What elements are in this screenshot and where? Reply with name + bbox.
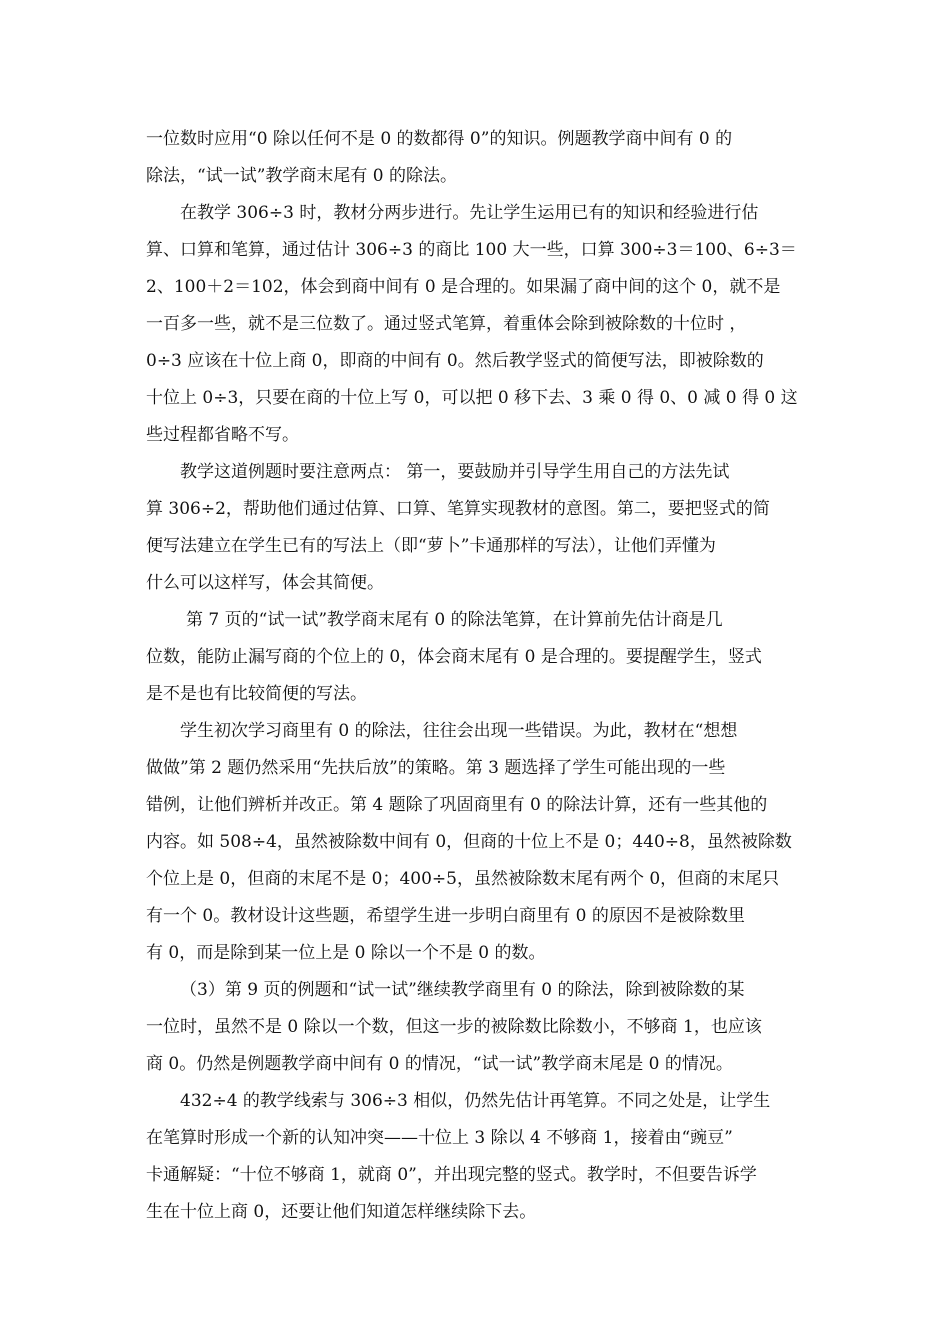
text-line: 商 0。仍然是例题教学商中间有 0 的情况，“试一试”教学商末尾是 0 的情况。 (146, 1054, 733, 1074)
text-line: 第 7 页的“试一试”教学商末尾有 0 的除法笔算，在计算前先估计商是几 (186, 610, 723, 630)
text-line: 什么可以这样写，体会其简便。 (146, 573, 384, 593)
paragraph-7 (146, 1083, 810, 1231)
paragraph-6 (146, 972, 810, 1083)
text-line: 在笔算时形成一个新的认知冲突——十位上 3 除以 4 不够商 1，接着由“豌豆” (146, 1128, 733, 1148)
text-line: 做做”第 2 题仍然采用“先扶后放”的策略。第 3 题选择了学生可能出现的一些 (146, 758, 726, 778)
text-line: 教学这道例题时要注意两点： 第一，要鼓励并引导学生用自己的方法先试 (180, 462, 730, 482)
text-line: 位数，能防止漏写商的个位上的 0，体会商末尾有 0 是合理的。要提醒学生，竖式 (146, 647, 762, 667)
text-line: 有 0，而是除到某一位上是 0 除以一个不是 0 的数。 (146, 943, 546, 963)
paragraph-1 (146, 121, 810, 195)
text-line: 算 306÷2，帮助他们通过估算、口算、笔算实现教材的意图。第二，要把竖式的简 (146, 499, 770, 519)
text-line: 一百多一些，就不是三位数了。通过竖式笔算，着重体会除到被除数的十位时 ， (146, 314, 747, 334)
paragraph-5 (146, 713, 810, 972)
text-line: 除法，“试一试”教学商末尾有 0 的除法。 (146, 166, 458, 186)
text-line: 一位时，虽然不是 0 除以一个数，但这一步的被除数比除数小，不够商 1，也应该 (146, 1017, 762, 1037)
text-line: 432÷4 的教学线索与 306÷3 相似，仍然先估计再笔算。不同之处是，让学生 (180, 1091, 771, 1111)
text-line: 些过程都省略不写。 (146, 425, 299, 445)
text-line: 生在十位上商 0，还要让他们知道怎样继续除下去。 (146, 1202, 537, 1222)
text-line: 有一个 0。教材设计这些题，希望学生进一步明白商里有 0 的原因不是被除数里 (146, 906, 745, 926)
text-line: 在教学 306÷3 时，教材分两步进行。先让学生运用已有的知识和经验进行估 (180, 203, 759, 223)
text-line: 学生初次学习商里有 0 的除法，往往会出现一些错误。为此，教材在“想想 (180, 721, 738, 741)
text-line: 十位上 0÷3，只要在商的十位上写 0，可以把 0 移下去、3 乘 0 得 0、0 减 0 得 0 这 (146, 388, 798, 408)
text-line: （3）第 9 页的例题和“试一试”继续教学商里有 0 的除法，除到被除数的某 (180, 980, 745, 1000)
text-line: 算、口算和笔算，通过估计 306÷3 的商比 100 大一些，口算 300÷3＝100、6÷3＝ (146, 240, 797, 260)
text-line: 是不是也有比较简便的写法。 (146, 684, 367, 704)
text-line: 一位数时应用“0 除以任何不是 0 的数都得 0”的知识。例题教学商中间有 0 的 (146, 129, 733, 149)
text-line: 2、100＋2＝102，体会到商中间有 0 是合理的。如果漏了商中间的这个 0，就不是 (146, 277, 781, 297)
text-line: 个位上是 0，但商的末尾不是 0；400÷5，虽然被除数末尾有两个 0，但商的末尾只 (146, 869, 780, 889)
paragraph-3 (146, 454, 810, 602)
text-line: 0÷3 应该在十位上商 0，即商的中间有 0。然后教学竖式的简便写法，即被除数的 (146, 351, 764, 371)
paragraph-2 (146, 195, 810, 454)
text-line: 便写法建立在学生已有的写法上（即“萝卜”卡通那样的写法），让他们弄懂为 (146, 536, 716, 556)
text-line: 卡通解疑：“十位不够商 1，就商 0”，并出现完整的竖式。教学时，不但要告诉学 (146, 1165, 757, 1185)
document-body (146, 121, 810, 1231)
text-line: 内容。如 508÷4，虽然被除数中间有 0，但商的十位上不是 0；440÷8，虽然被除数 (146, 832, 792, 852)
text-line: 错例，让他们辨析并改正。第 4 题除了巩固商里有 0 的除法计算，还有一些其他的 (146, 795, 768, 815)
paragraph-4 (146, 602, 810, 713)
